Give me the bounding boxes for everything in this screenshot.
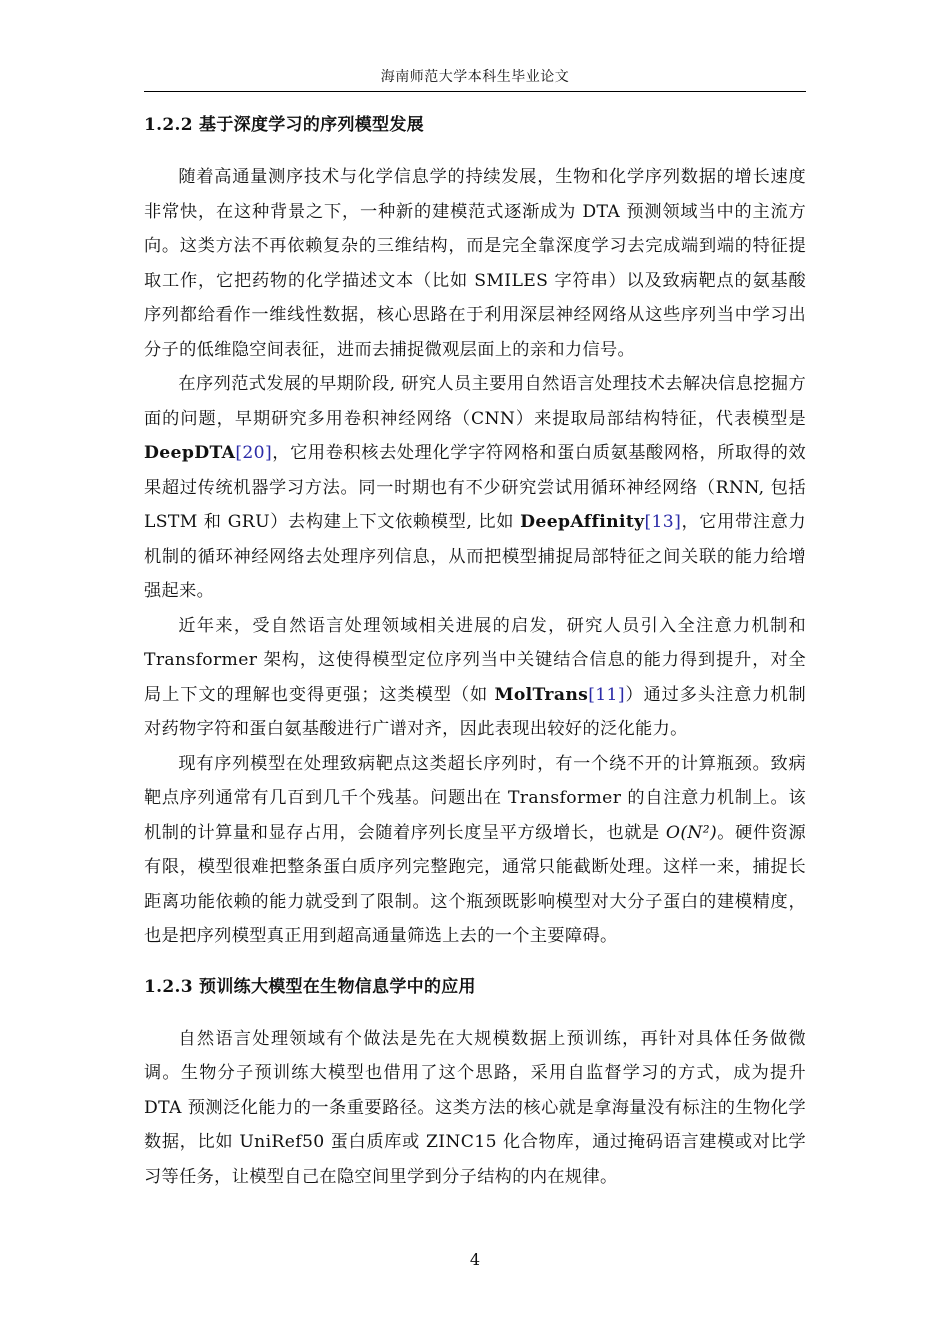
page-body [144,110,806,1194]
page-number: 4 [469,1250,481,1269]
paragraph [144,609,806,747]
paragraph [144,367,806,609]
text-run: ）通过多头注意力机制对药物字符和蛋白氨基酸进行广谱对齐，因此表现出较好的泛化能力。 [144,684,806,739]
text-run: 近年来，受自然语言处理领域相关进展的启发，研究人员引入全注意力机制和 Transformer 架构，这使得模型定位序列当中关键结合信息的能力得到提升，对全局上下文的理解也变得更强；这类模型（如 [144,615,806,705]
text-run: ，它用卷积核去处理化学字符网格和蛋白质氨基酸网格，所取得的效果超过传统机器学习方法。同一时期也有不少研究尝试用循环神经网络（RNN, 包括 LSTM 和 GRU）去构建上下文依赖模型, 比如 [144,443,806,532]
section-heading-1-2-2: 1.2.2 基于深度学习的序列模型发展 [144,115,424,135]
paragraph: 随着高通量测序技术与化学信息学的持续发展，生物和化学序列数据的增长速度非常快，在这种背景之下，一种新的建模范式逐渐成为 DTA 预测领域当中的主流方向。这类方法不再依赖复杂的三维结构，而是完全靠深度学习去完成端到端的特征提取工作，它把药物的化学描述文本（比如 SMILES 字符串）以及致病靶点的氨基酸序列都给看作一维线性数据，核心思路在于利用深层神经网络从这些序列当中学习出分子的低维隐空间表征，进而去捕捉微观层面上的亲和力信号。 [144,167,806,360]
model-name-moltrans: MolTrans [494,684,589,705]
paragraph: 自然语言处理领域有个做法是先在大规模数据上预训练，再针对具体任务做微调。生物分子预训练大模型也借用了这个思路，采用自监督学习的方式，成为提升 DTA 预测泛化能力的一条重要路径。这类方法的核心就是拿海量没有标注的生物化学数据，比如 UniRef50 蛋白质库或 ZINC15 化合物库，通过掩码语言建模或对比学习等任务，让模型自己在隐空间里学到分子结构的内在规律。 [144,1028,806,1187]
complexity-formula: O(N²) [665,822,718,843]
text-run: ，它用带注意力机制的循环神经网络去处理序列信息，从而把模型捕捉局部特征之间关联的能力给增强起来。 [144,512,807,601]
header-rule [144,91,806,92]
text-run: 。硬件资源有限，模型很难把整条蛋白质序列完整跑完，通常只能截断处理。这样一来，捕捉长距离功能依赖的能力就受到了限制。这个瓶颈既影响模型对大分子蛋白的建模精度，也是把序列模型真正用到超高通量筛选上去的一个主要障碍。 [144,822,806,946]
running-header: 海南师范大学本科生毕业论文 [380,69,570,85]
text-run: 在序列范式发展的早期阶段, 研究人员主要用自然语言处理技术去解决信息挖掘方面的问题，早期研究多用卷积神经网络（CNN）来提取局部结构特征，代表模型是 [144,374,806,429]
text-run: 现有序列模型在处理致病靶点这类超长序列时，有一个绕不开的计算瓶颈。致病靶点序列通常有几百到几千个残基。问题出在 Transformer 的自注意力机制上。该机制的计算量和显存占用，会随着序列长度呈平方级增长，也就是 [144,753,806,843]
citation-link[interactable]: [11] [588,684,625,705]
section-heading-1-2-3: 1.2.3 预训练大模型在生物信息学中的应用 [144,976,476,997]
citation-link[interactable]: [13] [644,512,682,532]
paragraph [144,747,806,954]
citation-link[interactable]: [20] [235,443,273,463]
model-name-deepdta: DeepDTA [144,443,236,463]
model-name-deepaffinity: DeepAffinity [520,512,645,532]
